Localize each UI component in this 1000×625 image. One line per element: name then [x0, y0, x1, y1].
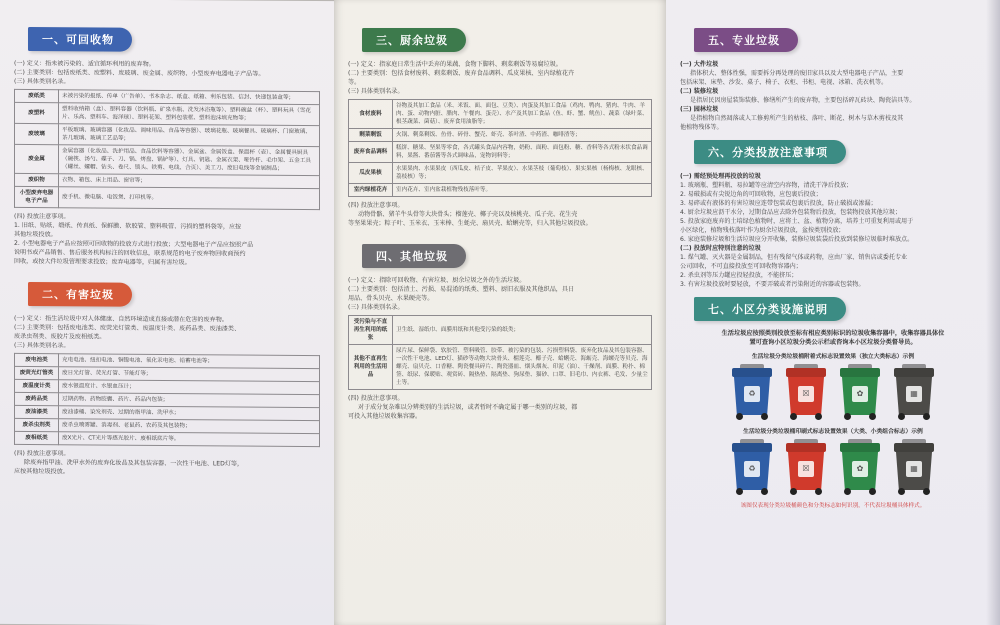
section-title-hazardous: 二、有害垃圾 — [28, 282, 132, 307]
text-line: 2. 小型电器电子产品应按照可回收物的投放方式进行投放；大型电器电子产品应按照产品 — [14, 239, 254, 249]
bin-label-icon: ☒ — [798, 461, 814, 477]
table-value: 糕饼、糖果、坚果等零食，各式罐头食品内容物，奶粉、面粉、面包粉、糖、香料等各式粉末状食品调料，果酱、番茄酱等各式调味品，宠物饲料等； — [393, 142, 652, 163]
text-line: 1. 玻璃瓶、塑料瓶、易拉罐等应清空内容物，清洗干净后投放； — [680, 182, 853, 189]
table-value: 充电电池、纽扣电池、铜镍电池、氧化汞电池、铅蓄电池等； — [59, 354, 320, 369]
table-row — [349, 163, 652, 184]
table-value: 塑料收纳箱（盒）、塑料容器（饮料瓶、矿泉水瓶、洗发沐浴瓶等）、塑料碗盆（杯）、塑料玩具（雪花片、乐高、塑料车、海洋球）、塑料花架、塑料包装框、塑料泡沫填充物等； — [59, 103, 320, 126]
table-key: 废玻璃 — [15, 123, 59, 144]
panel-kitchen-other — [334, 0, 666, 625]
bin-label-icon: ✿ — [852, 461, 868, 477]
text-line: (三) 具体类别名录。 — [348, 88, 404, 95]
text-line: (一) 定义：指未被污染的、适宜循环利用的废弃物。 — [14, 59, 155, 68]
text-line: 2. 杀虫剂等压力罐应投轻投放，不能挤压； — [680, 272, 798, 279]
text-line: 包括床架、床垫、沙发、桌子、椅子、衣柜、书柜、电视、冰箱、洗衣机等。 — [680, 79, 888, 86]
table-value: 过期药物、药物胶囊、药片、药品内包装； — [59, 393, 320, 408]
notes-heading: (四) 投放注意事项。 — [348, 395, 404, 402]
hazardous-notes — [14, 449, 320, 478]
hazardous-intro — [14, 314, 320, 352]
table-value: 废手机、微电脑、电饭煲、打印机等。 — [59, 187, 320, 210]
hazardous-bin — [786, 364, 826, 420]
table-value: 金属容器（化妆品、洗护用品、食品饮料等容器）、金属盆、金属饭盒、保温杯（壶）、金属餐具厨具（碗筷、汤勺、碟子、刀、锅、烤盘、锅铲等）、灯具、钥匙、金属衣架、哑铃杆、毛巾架、五金工具（螺丝、螺帽、钻头、卷尺、锁头、铁剪、电线、合页）、美工刀、废旧电线等金属制品； — [59, 145, 320, 176]
text-line: (三) 具体类别名录。 — [348, 304, 404, 311]
text-line: 等坚果果壳；粽子叶、玉米衣、玉米棒、生蚝壳、扇贝壳、蛤蜊壳等，归入其他垃圾投放。 — [348, 220, 592, 227]
kitchen-bin — [840, 364, 880, 420]
text-line: (一) 定义：指家庭日常生活中丢弃的果蔬、食物下脚料、剩菜剩饭等易腐垃圾。 — [348, 61, 562, 68]
text-line: 对于成分复杂难以分辨类别的生活垃圾，或者暂时不确定属于哪一类别的垃圾，都 — [358, 404, 578, 411]
other-table — [348, 315, 652, 390]
table-key: 废杀虫剂类 — [15, 418, 59, 431]
kitchen-notes — [348, 201, 652, 228]
text-line: (三) 具体类别名录。 — [14, 341, 70, 350]
table-value: 水果果肉、水果果皮（西瓜皮、桔子皮、苹果皮）、水果茎枝（葡萄枝）、果实果核（杨梅核、龙眼核、荔枝核）等； — [393, 163, 652, 184]
section-title-special-waste: 五、专业垃圾 — [694, 28, 798, 52]
table-value: 室内花卉、室内盆栽植物残枝落叶等。 — [393, 184, 652, 197]
section-title-facilities: 七、小区分类设施说明 — [694, 297, 846, 321]
text-line: 1. 煤气罐、灭火器是金属制品，但有残留气体或药物，应由厂家、销售店或委托专业 — [680, 254, 908, 261]
text-line: (二) 主要类别：包括渣土、污损、易混淆的纸类、塑料、厨旧衣服及其他织品，具日 — [348, 286, 575, 293]
table-value: 废X光片、CT光片等感光胶片、废相纸底片等。 — [59, 432, 320, 447]
bin-label-icon: ☒ — [798, 386, 814, 402]
table-row — [15, 123, 320, 146]
subheading: (三) 园林垃圾 — [680, 106, 719, 113]
table-value: 卫生纸、湿纸巾、面膜用纸和其他受污染的纸类； — [393, 316, 652, 345]
table-key: 其他不直再生利用的生活用品 — [349, 345, 393, 390]
table-value: 平板玻璃、玻璃容器（化妆品、调味用品、食品等容器）、玻璃花瓶、玻璃餐具、玻璃杯、门窗玻璃、茶几玻璃、玻璃工艺品等； — [59, 124, 320, 147]
text-line: 说明书或产品销售、售后服务机构标注的回收信息，联系规范的电子废弃物回收商预约 — [14, 248, 246, 258]
table-key: 废油漆类 — [15, 405, 59, 418]
table-key: 废电池类 — [15, 353, 59, 366]
text-line: 公司回收，不可直接投放至可回收物容器内； — [680, 263, 802, 270]
table-value: 衣物、箱包、床上用品、窗帘等； — [59, 174, 320, 189]
other-bin — [894, 439, 934, 495]
table-row — [349, 142, 652, 163]
bin-label-icon: ♻ — [744, 461, 760, 477]
table-value: 谷物及其加工食品（米、米饭、面、面包、豆类）、肉蛋及其加工食品（鸡肉、鸭肉、猪肉、牛肉、羊肉、蛋、动物内脏、腊肉、午餐肉、蛋壳）、水产及其加工食品（鱼、虾、蟹、鱿鱼）、蔬菜（绿叶菜、根茎蔬菜、菌菇）、废弃食用油脂等； — [393, 100, 652, 129]
notes-heading: (四) 投放注意事项。 — [14, 212, 70, 221]
text-line: 是指植物自然凋落或人工修剪所产生的枯枝、落叶、断花、树木与草木剪枝及其 — [690, 115, 904, 122]
recyclable-bin — [732, 364, 772, 420]
bins-caption-attached: 生活垃圾分类垃圾桶附着式标志设置效果（独立大类标志）示例 — [751, 354, 915, 360]
other-intro — [348, 276, 652, 312]
table-key: 废金属 — [15, 144, 59, 173]
text-line: 1. 旧纸、贴纸、缎纸、传真纸、保鲜膜、软胶管、塑料吸管、污损的塑料袋等，应按 — [14, 221, 242, 231]
notes-heading: (四) 投放注意事项。 — [14, 449, 70, 458]
section-title-precautions: 六、分类投放注意事项 — [694, 140, 846, 164]
bin-label-icon: ♻ — [744, 386, 760, 402]
table-key: 剩菜剩饭 — [349, 129, 393, 142]
table-key: 废纸类 — [15, 89, 59, 102]
table-value: 废油漆桶、染发剂壳、过期的指甲油、洗甲水； — [59, 406, 320, 421]
bin-label-icon: ▦ — [906, 386, 922, 402]
text-line: 动物骨骼、猪羊牛头骨等大块骨头；榴莲壳、椰子壳以及核桃壳、瓜子壳、花生壳 — [358, 211, 578, 218]
table-row — [15, 186, 320, 209]
text-line: 6. 家庭装修垃圾和生活垃圾应分开收集，装修垃圾装袋后投放到装修垃圾临时堆放点。 — [680, 236, 914, 243]
text-line: 其他垃圾投放。 — [14, 230, 57, 239]
precautions-text — [680, 172, 986, 289]
section-title-recyclables: 一、可回收物 — [28, 27, 132, 52]
table-key: 小型废弃电器电子产品 — [15, 186, 59, 207]
text-line: (一) 定义：指除可回收物、有害垃圾、厨余垃圾之外的生活垃圾。 — [348, 277, 526, 284]
other-bin — [894, 364, 934, 420]
text-line: 可投入其他垃圾收集容器。 — [348, 413, 422, 420]
panel-recyclables-hazardous — [0, 0, 334, 625]
text-line: 用品、骨头贝壳、水果硬壳等。 — [348, 295, 434, 302]
text-line: 回收，或按大件垃圾管理要求投放；废弃电器等，归属有害垃圾。 — [14, 257, 191, 267]
recyclables-intro — [14, 59, 320, 88]
bin-label-icon: ▦ — [906, 461, 922, 477]
text-line: 3. 有害垃圾投放时要轻放，不要弄破或者污染附近的容器或包装物。 — [680, 281, 865, 288]
text-line: 应按其他垃圾投放。 — [14, 467, 69, 476]
kitchen-bin — [840, 439, 880, 495]
subheading: (一) 需经预处理再投放的垃圾 — [680, 173, 761, 180]
text-line: 小区绿化，植物残枝落叶作为厨余垃圾投放，盆按类别投放； — [680, 227, 845, 234]
text-line: 置可查询小区垃圾分类公示栏或咨询本小区垃圾分类督导员。 — [749, 339, 917, 346]
recyclables-notes — [14, 212, 320, 268]
text-line: 3. 易碎或有液体的有害垃圾应连带包装或包裹后投放，防止破损或渗漏； — [680, 200, 877, 207]
text-line: 指体积大、整体性强，需要拆分再处理的废旧家具以及大型电器电子产品，主要 — [690, 70, 904, 77]
text-line: 是指居民因房屋装饰装修、修缮所产生的废弃物，主要包括碎瓦砖块、陶瓷洁具等。 — [690, 97, 916, 104]
recyclables-table — [14, 89, 320, 210]
text-line: (二) 主要类别：包括废电池类、废荧光灯管类、废温度计类、废药品类、废油漆类、 — [14, 323, 241, 333]
table-value: 废水银温度计、水银血压计； — [59, 380, 320, 395]
text-line: 生活垃圾应按照类别投放至标有相应类别标识的垃圾收集容器中，收集容器具体位 — [721, 330, 945, 337]
panel-special-facilities — [666, 0, 1000, 625]
subheading: (二) 装修垃圾 — [680, 88, 719, 95]
text-line: 4. 厨余垃圾应沥干水分，过期食品应去除外包装物后投放，包装物投放其他垃圾； — [680, 209, 902, 216]
bin-row-printed — [680, 439, 986, 495]
table-key: 室内绿植花卉 — [349, 184, 393, 197]
subheading: (二) 投放时应特别注意的垃圾 — [680, 245, 761, 252]
table-key: 废弃食品调料 — [349, 142, 393, 163]
table-key: 废药品类 — [15, 392, 59, 405]
text-line: 除废弃指甲油、洗甲水外的废弃化妆品及其包装容器、一次性干电池、LED灯等， — [24, 459, 244, 468]
text-line: 等。 — [348, 79, 361, 86]
table-row — [349, 100, 652, 129]
subheading: (一) 大件垃圾 — [680, 61, 719, 68]
notes-heading: (四) 投放注意事项。 — [348, 202, 404, 209]
text-line: (一) 定义：指生活垃圾中对人体健康、自然环境造成直接或潜在危害的废弃物。 — [14, 314, 228, 324]
text-line: 2. 易破损或有尖锐边角的可回收物，应包裹后投放； — [680, 191, 822, 198]
kitchen-table — [348, 99, 652, 197]
bin-label-icon: ✿ — [852, 386, 868, 402]
hazardous-bin — [786, 439, 826, 495]
text-line: 5. 投放家庭废弃的土培绿色植物时，应将土、盆、植物分离，培养土可重复利用或用于 — [680, 218, 914, 225]
table-row — [349, 345, 652, 390]
special-waste-text — [680, 60, 986, 132]
text-line: (三) 具体类别名录。 — [14, 77, 70, 86]
hazardous-table — [14, 353, 320, 447]
section-title-kitchen-waste: 三、厨余垃圾 — [362, 28, 466, 52]
table-row — [15, 102, 320, 125]
table-key: 瓜皮果核 — [349, 163, 393, 184]
table-value: 尿片尿、保鲜袋、软胶管、塑料吸管、胶带、被污染的包装、污损塑料袋、废弃化妆品及其包装容器、一次性干电池、LED灯、猫砂等动物大块骨头、榴莲壳、椰子壳、蛤蜊壳、海蛎壳、海螺壳等贝壳、海螺壳、扇贝壳、口香糖、陶瓷餐具碎片、陶瓷器皿、烟头烟灰、印泥（油）、干燥剂、面膜、粉扑、棉签、纸尿、保暖贴、观赏砖、隔热垫、隔离垫、狗尿垫、猫砂、口罩、旧毛巾、内衣裤、毛发、少量尘土等。 — [393, 345, 652, 390]
other-notes — [348, 394, 652, 421]
table-row — [349, 316, 652, 345]
bins-disclaimer: 该图仅表现分类垃圾桶颜色和分类标志如何识别，不代表垃圾桶具体样式。 — [740, 503, 926, 509]
table-value: 废杀虫喷雾罐、消毒剂、老鼠药、农药及其包装物； — [59, 419, 320, 434]
bins-caption-printed: 生活垃圾分类垃圾桶印刷式标志设置效果（大类、小类组合标志）示例 — [743, 429, 923, 435]
table-row — [349, 184, 652, 197]
table-value: 未被污染的报纸、传单（广告单）、书本杂志、纸盒、纸箱、利乐包装、信封、快递包装盒等； — [59, 90, 320, 105]
table-key: 废温度计类 — [15, 379, 59, 392]
table-key: 受污染与不直再生利用的纸张 — [349, 316, 393, 345]
table-value: 火锅、剩菜剩饭、鱼骨、碎骨、蟹壳、虾壳、茶叶渣、中药渣、咖啡渣等； — [393, 129, 652, 142]
section-title-other-waste: 四、其他垃圾 — [362, 244, 466, 268]
text-line: (二) 主要类别：包括食材废料、剩菜剩饭、废弃食品调料、瓜皮果核、室内绿植花卉 — [348, 70, 575, 77]
text-line: (二) 主要类别：包括废纸类、废塑料、废玻璃、废金属、废织物、小型废弃电器电子产品等。 — [14, 68, 265, 78]
text-line: 废杀虫剂类、废胶片及废相纸类。 — [14, 332, 106, 341]
table-row — [349, 129, 652, 142]
bin-row-attached — [680, 364, 986, 420]
table-key: 废荧光灯管类 — [15, 366, 59, 379]
facilities-desc — [680, 329, 986, 347]
recyclable-bin — [732, 439, 772, 495]
text-line: 他植物残体等。 — [680, 124, 723, 131]
table-row — [15, 431, 320, 446]
table-value: 废日光灯管、荧光灯管、节能灯等； — [59, 367, 320, 382]
table-key: 废织物 — [15, 173, 59, 186]
table-key: 食材废料 — [349, 100, 393, 129]
table-row — [15, 144, 320, 175]
table-key: 废相纸类 — [15, 431, 59, 444]
table-key: 废塑料 — [15, 102, 59, 123]
kitchen-intro — [348, 60, 652, 96]
